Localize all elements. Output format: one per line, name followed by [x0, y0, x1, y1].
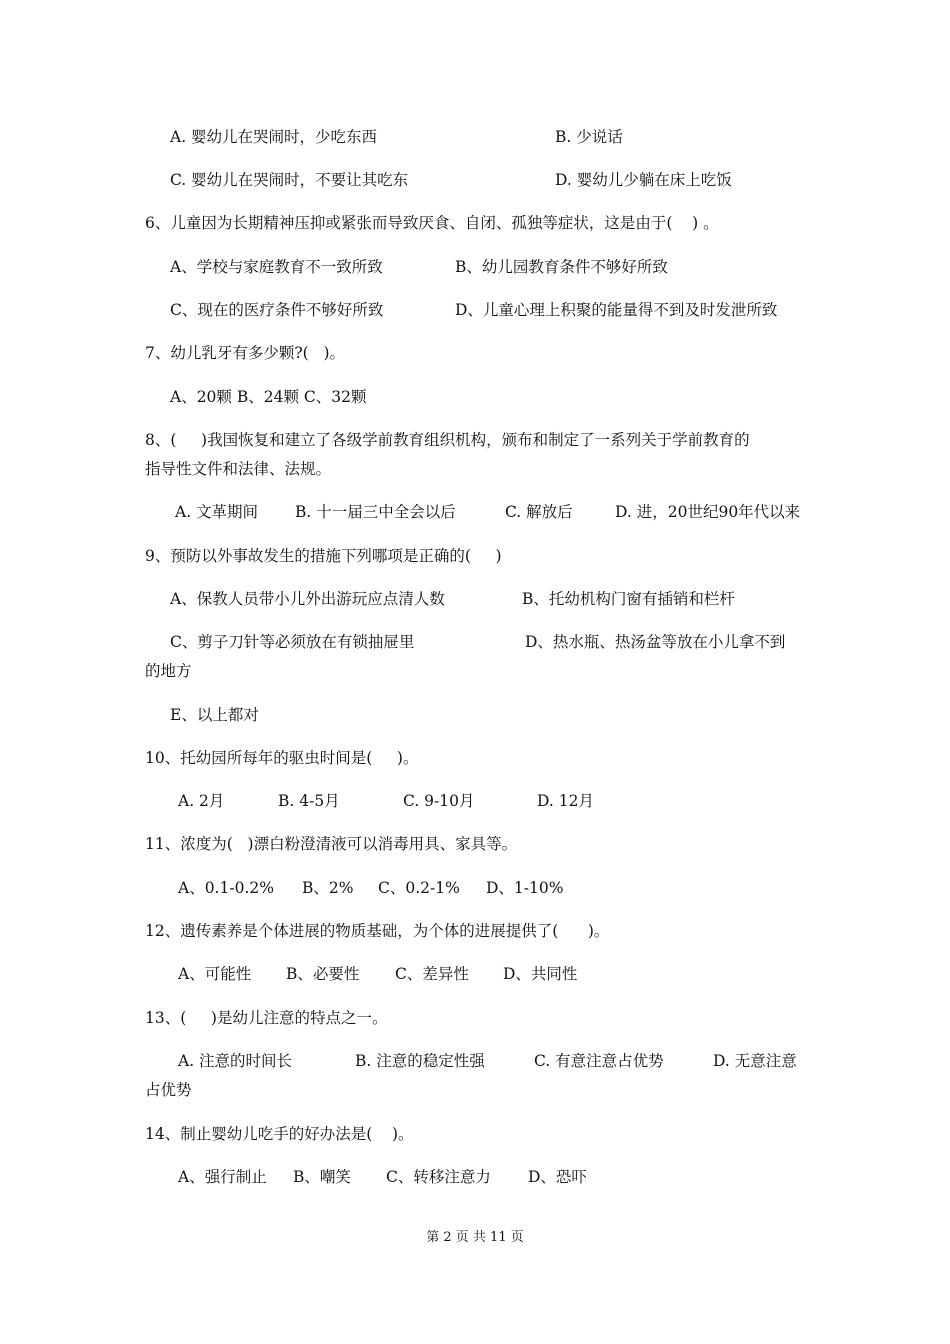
q9-option-d-line1: D、热水瓶、热汤盆等放在小儿拿不到	[525, 633, 786, 651]
q12-option-b: B、必要性	[286, 965, 360, 983]
q6-stem: 6、儿童因为长期精神压抑或紧张而导致厌食、自闭、孤独等症状，这是由于( ) 。	[145, 214, 719, 232]
q9-stem: 9、预防以外事故发生的措施下列哪项是正确的( )	[145, 547, 502, 565]
q13-option-d-line2: 占优势	[145, 1081, 192, 1099]
q8-stem-line2: 指导性文件和法律、法规。	[145, 460, 332, 478]
q10-option-b: B. 4-5月	[278, 792, 340, 810]
q9-option-a: A、保教人员带小儿外出游玩应点清人数	[170, 590, 445, 608]
q7-stem: 7、幼儿乳牙有多少颗?( )。	[145, 344, 346, 362]
q12-stem: 12、遗传素养是个体进展的物质基础，为个体的进展提供了( )。	[145, 922, 610, 940]
q10-stem: 10、托幼园所每年的驱虫时间是( )。	[145, 749, 419, 767]
q14-option-a: A、强行制止	[178, 1168, 267, 1186]
q8-stem-line1: 8、( )我国恢复和建立了各级学前教育组织机构，颁布和制定了一系列关于学前教育的	[145, 431, 750, 449]
q12-option-d: D、共同性	[503, 965, 578, 983]
q12-option-c: C、差异性	[395, 965, 469, 983]
q8-option-b: B. 十一届三中全会以后	[295, 503, 456, 521]
q9-option-e: E、以上都对	[170, 706, 259, 724]
q5-option-b: B. 少说话	[555, 128, 623, 146]
q14-option-b: B、嘲笑	[293, 1168, 351, 1186]
q11-option-b: B、2%	[302, 879, 354, 897]
q13-option-b: B. 注意的稳定性强	[355, 1052, 485, 1070]
q6-option-a: A、学校与家庭教育不一致所致	[170, 258, 383, 276]
q11-option-c: C、0.2-1%	[378, 879, 460, 897]
q5-option-c: C. 婴幼儿在哭闹时，不要让其吃东	[170, 171, 409, 189]
q9-option-c: C、剪子刀针等必须放在有锁抽屉里	[170, 633, 415, 651]
q13-option-d-line1: D. 无意注意	[713, 1052, 797, 1070]
q14-option-c: C、转移注意力	[386, 1168, 491, 1186]
q9-option-b: B、托幼机构门窗有插销和栏杆	[522, 590, 735, 608]
q10-option-a: A. 2月	[178, 792, 225, 810]
q9-option-d-line2: 的地方	[145, 662, 192, 680]
q6-option-d: D、儿童心理上积聚的能量得不到及时发泄所致	[455, 301, 778, 319]
q11-option-d: D、1-10%	[486, 879, 564, 897]
q8-option-c: C. 解放后	[505, 503, 573, 521]
q6-option-c: C、现在的医疗条件不够好所致	[170, 301, 384, 319]
q10-option-c: C. 9-10月	[403, 792, 475, 810]
q8-option-d: D. 进，20世纪90年代以来	[615, 503, 801, 521]
q13-option-c: C. 有意注意占优势	[534, 1052, 664, 1070]
q13-stem: 13、( )是幼儿注意的特点之一。	[145, 1009, 388, 1027]
q8-option-a: A. 文革期间	[175, 503, 259, 521]
q10-option-d: D. 12月	[537, 792, 594, 810]
q14-stem: 14、制止婴幼儿吃手的好办法是( )。	[145, 1125, 414, 1143]
q11-stem: 11、浓度为( )漂白粉澄清液可以消毒用具、家具等。	[145, 835, 518, 853]
q5-option-a: A. 婴幼儿在哭闹时，少吃东西	[170, 128, 378, 146]
page-number-footer: 第 2 页 共 11 页	[426, 1230, 524, 1245]
q5-option-d: D. 婴幼儿少躺在床上吃饭	[555, 171, 732, 189]
q11-option-a: A、0.1-0.2%	[178, 879, 274, 897]
q7-options: A、20颗 B、24颗 C、32颗	[170, 388, 367, 406]
q14-option-d: D、恐吓	[528, 1168, 587, 1186]
q12-option-a: A、可能性	[178, 965, 252, 983]
q6-option-b: B、幼儿园教育条件不够好所致	[455, 258, 668, 276]
q13-option-a: A. 注意的时间长	[178, 1052, 293, 1070]
